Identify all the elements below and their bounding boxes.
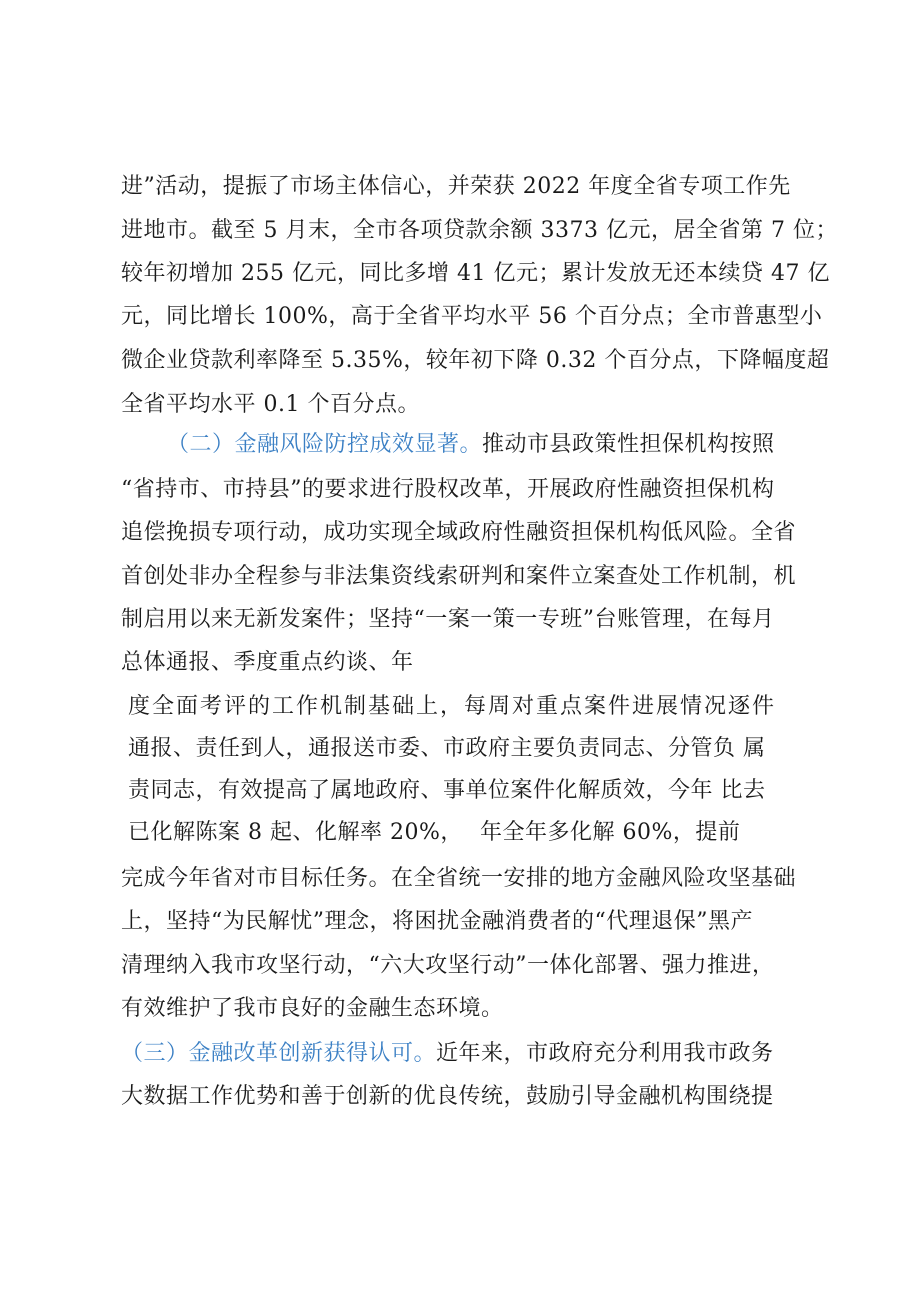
paragraph-line: 微企业贷款利率降至 5.35%，较年初下降 0.32 个百分点，下降幅度超 xyxy=(121,348,830,373)
paragraph-line: 追偿挽损专项行动，成功实现全域政府性融资担保机构低风险。全省 xyxy=(121,520,797,545)
paragraph-line: 元，同比增长 100%，高于全省平均水平 56 个百分点；全市普惠型小 xyxy=(121,304,823,329)
paragraph-line: 进地市。截至 5 月末，全市各项贷款余额 3373 亿元，居全省第 7 位； xyxy=(121,218,838,243)
paragraph-line: 年全年多化解 60%，提前 xyxy=(480,820,741,845)
section-heading: （二）金融风险防控成效显著。 xyxy=(167,432,483,457)
paragraph-line: 制启用以来无新发案件；坚持“一案一策一专班”台账管理，在每月 xyxy=(121,607,775,632)
paragraph-line: 上，坚持“为民解忧”理念，将困扰金融消费者的“代理退保”黑产 xyxy=(121,909,753,934)
paragraph-line: 有效维护了我市良好的金融生态环境。 xyxy=(121,996,504,1021)
paragraph-line: 度全面考评的工作机制基础上，每周对重点案件进展情况逐件 xyxy=(128,694,777,719)
paragraph-line: 完成今年省对市目标任务。在全省统一安排的地方金融风险攻坚基础 xyxy=(121,866,797,891)
paragraph-line: 总体通报、季度重点约谈、年 xyxy=(121,650,414,675)
paragraph-text: 近年来，市政府充分利用我市政务 xyxy=(436,1041,774,1066)
paragraph-line: 进”活动，提振了市场主体信心，并荣获 2022 年度全省专项工作先 xyxy=(121,174,791,199)
paragraph-line: 责同志，有效提高了属地政府、事单位案件化解质效，今年 比去 xyxy=(128,778,766,803)
section-heading-line xyxy=(167,430,775,460)
paragraph-line: 大数据工作优势和善于创新的优良传统，鼓励引导金融机构围绕提 xyxy=(121,1084,774,1109)
paragraph-line: 通报、责任到人，通报送市委、市政府主要负责同志、分管负 属 xyxy=(128,736,766,761)
paragraph-line: 清理纳入我市攻坚行动，“六大攻坚行动”一体化部署、强力推进， xyxy=(121,953,775,978)
paragraph-line: 已化解陈案 8 起、化解率 20%， xyxy=(128,820,463,845)
paragraph-line: 全省平均水平 0.1 个百分点。 xyxy=(121,392,420,417)
paragraph-line: 首创处非办全程参与非法集资线索研判和案件立案查处工作机制，机 xyxy=(121,564,797,589)
paragraph-line: “省持市、市持县”的要求进行股权改革，开展政府性融资担保机构 xyxy=(121,477,775,502)
section-heading-line xyxy=(121,1039,774,1069)
paragraph-text: 推动市县政策性担保机构按照 xyxy=(482,432,775,457)
section-heading: （三）金融改革创新获得认可。 xyxy=(121,1041,437,1066)
paragraph-line: 较年初增加 255 亿元，同比多增 41 亿元；累计发放无还本续贷 47 亿 xyxy=(121,261,830,286)
